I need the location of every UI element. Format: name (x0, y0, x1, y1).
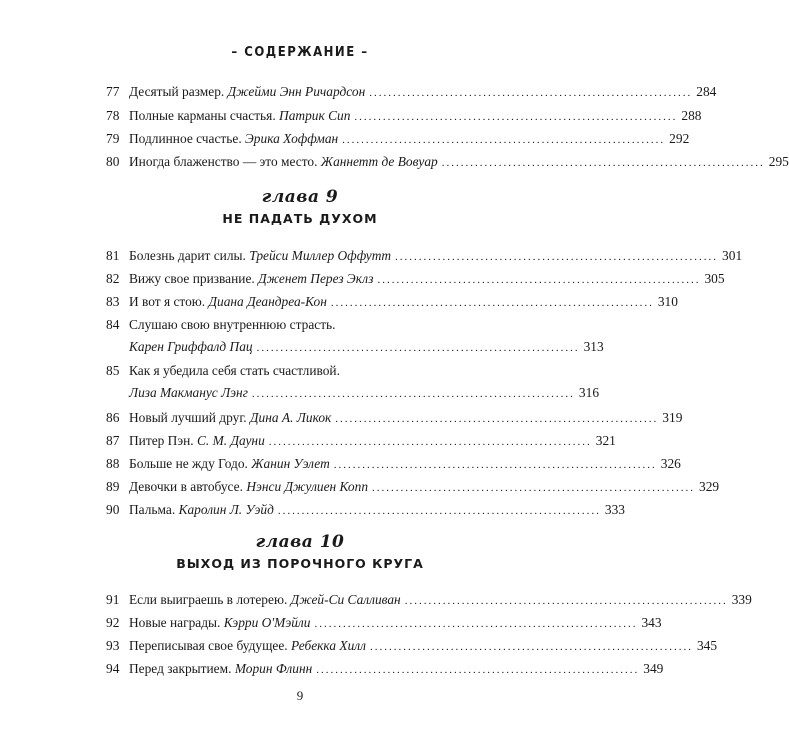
dot-leader: .................................................................... (333, 459, 657, 471)
entry-title: И вот я стою. (129, 294, 206, 309)
entry-number: 78 (106, 108, 120, 123)
entry-page: 343 (641, 615, 662, 630)
entry-number: 88 (106, 456, 120, 471)
dot-leader: .................................................................... (395, 251, 719, 263)
entry-author: С. М. Дауни (196, 433, 265, 448)
entry-page: 295 (768, 154, 789, 169)
dot-leader: .................................................................... (251, 388, 575, 400)
entry-title: Десятый размер. (129, 84, 225, 99)
entry-author: Эрика Хоффман (245, 131, 339, 146)
entry-title: Иногда блаженство — это место. (129, 154, 318, 169)
entry-number: 86 (106, 410, 120, 425)
entry-author: Жаннетт де Вовуар (320, 154, 438, 169)
entry-title: Полные карманы счастья. (129, 108, 276, 123)
entry-author: Кэрри О'Мэйли (223, 615, 311, 630)
entry-number: 83 (106, 294, 120, 309)
entry-number: 79 (106, 131, 120, 146)
dot-leader: .................................................................... (316, 664, 640, 676)
chapter-title: ВЫХОД ИЗ ПОРОЧНОГО КРУГА (176, 556, 424, 571)
entry-author: Джей-Си Салливан (290, 592, 401, 607)
entry-page: 326 (660, 456, 681, 471)
entry-author: Джейми Энн Ричардсон (227, 84, 366, 99)
chapter-title: НЕ ПАДАТЬ ДУХОМ (222, 211, 378, 226)
entry-title: Девочки в автобусе. (129, 479, 243, 494)
chapter-label: глава 10 (255, 532, 345, 552)
entry-author: Каролин Л. Уэйд (178, 502, 274, 517)
entry-number: 87 (106, 433, 120, 448)
entry-number: 94 (106, 661, 120, 676)
page-number: 9 (296, 688, 304, 703)
entry-author: Трейси Миллер Оффутт (249, 248, 392, 263)
entry-title: Вижу свое призвание. (129, 271, 255, 286)
entry-page: 345 (696, 638, 718, 653)
entry-number: 84 (106, 317, 120, 332)
entry-title: Подлинное счастье. (129, 131, 242, 146)
entry-title: Болезнь дарит силы. (129, 248, 246, 263)
dot-leader: .................................................................... (342, 134, 666, 146)
entry-author: Диана Деандреа-Кон (208, 294, 327, 309)
entry-page: 305 (704, 271, 725, 286)
dot-leader: .................................................................... (441, 157, 765, 169)
entry-author: Нэнси Джулиен Копп (246, 479, 369, 494)
entry-author: Жанин Уэлет (251, 456, 330, 471)
entry-title: Больше не жду Годо. (129, 456, 248, 471)
entry-page: 310 (657, 294, 678, 309)
entry-page: 316 (578, 385, 600, 400)
dot-leader: .................................................................... (377, 274, 701, 286)
dot-leader: .................................................................... (369, 641, 693, 653)
entry-page: 349 (643, 661, 664, 676)
dot-leader: .................................................................... (372, 482, 696, 494)
dot-leader: .................................................................... (330, 297, 654, 309)
dot-leader: .................................................................... (335, 413, 659, 425)
entry-author: Ребекка Хилл (291, 638, 366, 653)
entry-page: 319 (662, 410, 683, 425)
entry-number: 89 (106, 479, 120, 494)
dot-leader: .................................................................... (354, 111, 678, 123)
entry-author: Дина А. Ликок (250, 410, 332, 425)
entry-page: 321 (595, 433, 616, 448)
chapter-label: глава 9 (261, 187, 339, 207)
dot-leader: .................................................................... (277, 505, 601, 517)
entry-number: 90 (106, 502, 120, 517)
entry-number: 77 (106, 84, 120, 99)
entry-page: 284 (696, 84, 717, 99)
entry-page: 339 (731, 592, 752, 607)
entry-author: Патрик Сип (279, 108, 351, 123)
entry-author: Лиза Макманус Лэнг (129, 385, 248, 400)
entry-number: 91 (106, 592, 120, 607)
entry-title: Как я убедила себя стать счастливой. (129, 363, 340, 378)
entry-title: Питер Пэн. (129, 433, 194, 448)
entry-author: Морин Флинн (234, 661, 313, 676)
entry-page: 288 (681, 108, 702, 123)
entry-number: 85 (106, 363, 120, 378)
entry-page: 329 (699, 479, 720, 494)
dot-leader: .................................................................... (314, 618, 638, 630)
entry-number: 82 (106, 271, 120, 286)
entry-number: 93 (106, 638, 120, 653)
entry-number: 92 (106, 615, 120, 630)
entry-title: Если выиграешь в лотерею. (129, 592, 288, 607)
entry-title: Новые награды. (129, 615, 221, 630)
entry-number: 81 (106, 248, 120, 263)
running-head: – СОДЕРЖАНИЕ – (231, 45, 369, 60)
entry-number: 80 (106, 154, 120, 169)
entry-page: 313 (583, 339, 604, 354)
entry-title: Новый лучший друг. (129, 410, 247, 425)
entry-title: Слушаю свою внутреннюю страсть. (129, 317, 336, 332)
entry-author: Карен Гриффалд Пац (129, 339, 253, 354)
dot-leader: .................................................................... (256, 342, 580, 354)
dot-leader: .................................................................... (268, 436, 592, 448)
entry-page: 333 (604, 502, 625, 517)
entry-page: 301 (722, 248, 743, 263)
entry-page: 292 (669, 131, 690, 146)
entry-title: Перед закрытием. (129, 661, 232, 676)
entry-title: Пальма. (129, 502, 176, 517)
entry-title: Переписывая свое будущее. (129, 638, 288, 653)
entry-author: Дженет Перез Эклз (258, 271, 374, 286)
dot-leader: .................................................................... (369, 87, 693, 99)
dot-leader: .................................................................... (404, 595, 728, 607)
